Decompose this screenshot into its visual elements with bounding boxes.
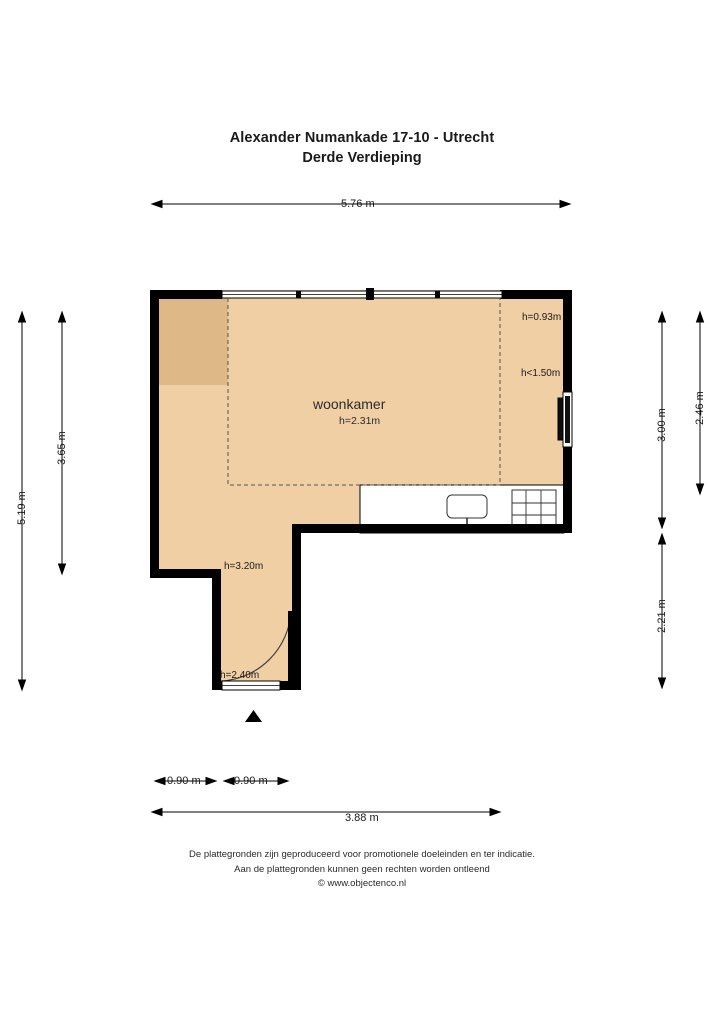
entry-direction-marker bbox=[245, 710, 262, 722]
footer-line-1: De plattegronden zijn geproduceerd voor promotionele doeleinden en ter indicatie. bbox=[189, 849, 535, 860]
dimension-left-inner: 3.65 m bbox=[56, 431, 68, 465]
footer-line-2: Aan de plattegronden kunnen geen rechten worden ontleend bbox=[234, 863, 490, 875]
footer-disclaimer bbox=[0, 848, 724, 892]
window-right-wall-pane bbox=[565, 396, 570, 443]
dimension-bottom-right: 0.90 m bbox=[234, 775, 268, 787]
dimension-left-outer: 5.19 m bbox=[16, 491, 28, 525]
window-group-top bbox=[222, 288, 502, 300]
height-label-320: h=3.20m bbox=[224, 561, 264, 572]
cooktop bbox=[512, 490, 556, 528]
title-address: Alexander Numankade 17-10 - Utrecht bbox=[229, 130, 495, 146]
room-label-woonkamer: woonkamer bbox=[313, 396, 386, 412]
dimension-bottom-total: 3.88 m bbox=[345, 812, 379, 824]
title-floor: Derde Verdieping bbox=[302, 150, 422, 166]
room-height-woonkamer: h=2.31m bbox=[339, 415, 381, 427]
height-label-150: h<1.50m bbox=[521, 368, 561, 379]
dimension-right-inner-bottom: 2.21 m bbox=[656, 599, 668, 633]
footer-line-3: © www.objectenco.nl bbox=[317, 878, 407, 889]
sink-basin bbox=[447, 495, 487, 518]
dimension-right-outer: 2.46 m bbox=[694, 391, 706, 425]
sloped-ceiling-shade-left bbox=[158, 298, 228, 385]
dimension-top: 5.76 m bbox=[341, 198, 375, 210]
dimension-bottom-left: 0.90 m bbox=[167, 775, 201, 787]
height-label-240: h=2.40m bbox=[220, 670, 260, 681]
dimension-right-inner-top: 3.00 m bbox=[656, 408, 668, 442]
height-label-093: h=0.93m bbox=[522, 312, 562, 323]
